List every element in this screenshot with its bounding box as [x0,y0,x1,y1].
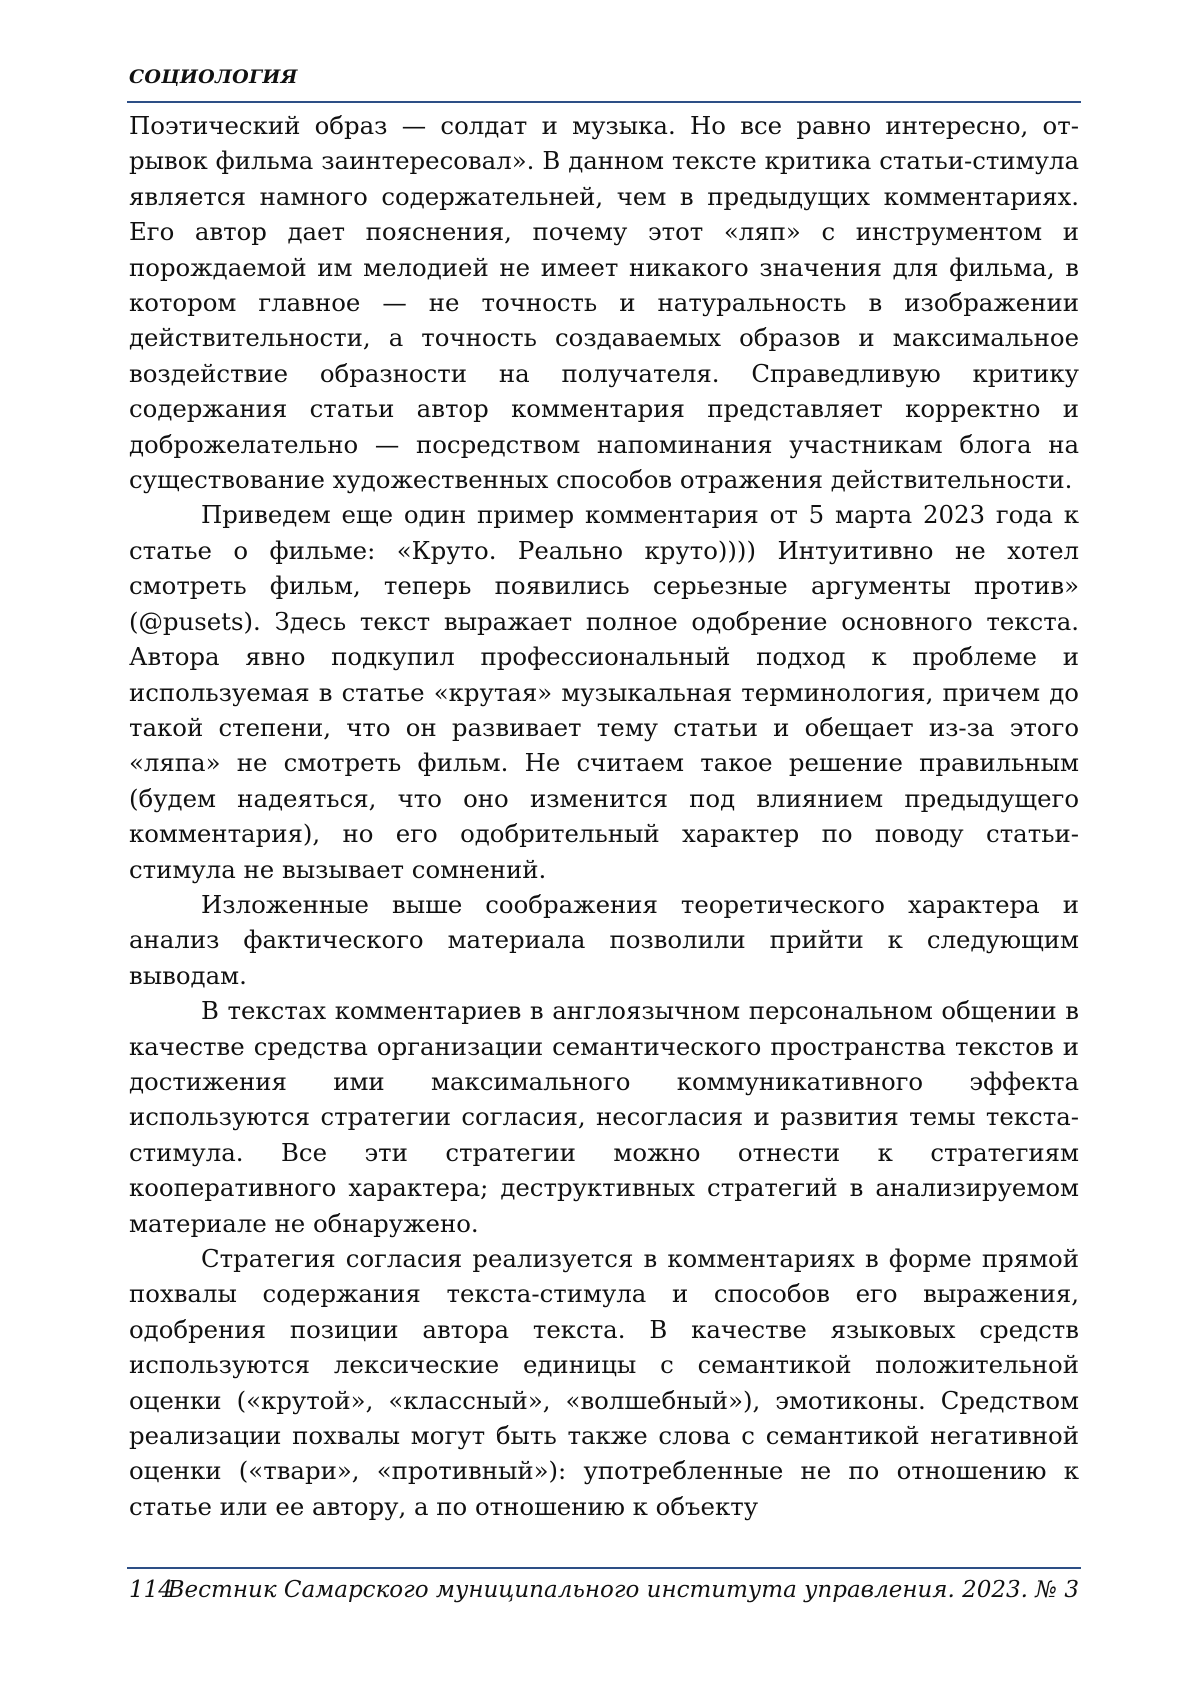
running-head-section: СОЦИОЛОГИЯ [129,66,298,88]
page-number: 114 [129,1577,173,1603]
paragraph-5: Стратегия согласия реализуется в комментариях в форме прямой похвалы содержания текста-стимула и способов его выра­жения, одобрения позиции автора текста. В качестве языковых средств используются лексические единицы с семантикой положи­тельной оценки («крутой», «классный», «волшебный»), эмотиконы. Средством реализации похвалы могут быть также слова с семанти­кой негативной оценки («твари», «противный»): употребленные не по отношению к статье или ее автору, а по отношению к объекту [129,1241,1079,1524]
journal-citation: Вестник Самарского муниципального института управления. 2023. № 3 [168,1577,1079,1603]
header-rule [127,101,1081,103]
paragraph-3: Изложенные выше соображения теоретического характера и анализ фактического материала позволили прийти к следующим выводам. [129,887,1079,993]
paragraph-4: В текстах комментариев в англоязычном персональном обще­нии в качестве средства организации семантического пространства текстов и достижения ими максимального коммуникативного эф­фекта используются стратегии согласия, несогласия и развития те­мы текста-стимула. Все эти стратегии можно отнести к стратегиям кооперативного характера; деструктивных стратегий в анализи­руемом материале не обнаружено. [129,993,1079,1241]
article-body [129,108,1079,1560]
paragraph-1: Поэтический образ — солдат и музыка. Но все равно интересно, от­рывок фильма заинтересовал». В данном тексте критика статьи-стимула является намного содержательней, чем в предыдущих комментариях. Его автор дает пояснения, почему этот «ляп» с ин­струментом и порождаемой им мелодией не имеет никакого значе­ния для фильма, в котором главное — не точность и натуральность в изображении действительности, а точность создаваемых образов и максимальное воздействие образности на получателя. Справед­ливую критику содержания статьи автор комментария представля­ет корректно и доброжелательно — посредством напоминания уча­стникам блога на существование художественных способов отра­жения действительности. [129,108,1079,497]
footer-rule [127,1567,1081,1569]
paragraph-2: Приведем еще один пример комментария от 5 марта 2023 года к статье о фильме: «Круто. Реально круто)))) Интуитивно не хотел смотреть фильм, теперь появились серьезные аргументы против» (@pusets). Здесь текст выражает полное одобрение основного тек­ста. Автора явно подкупил профессиональный подход к проблеме и используемая в статье «крутая» музыкальная терминология, при­чем до такой степени, что он развивает тему статьи и обещает из-за этого «ляпа» не смотреть фильм. Не считаем такое решение пра­вильным (будем надеяться, что оно изменится под влиянием пре­дыдущего комментария), но его одобрительный характер по пово­ду статьи-стимула не вызывает сомнений. [129,497,1079,886]
